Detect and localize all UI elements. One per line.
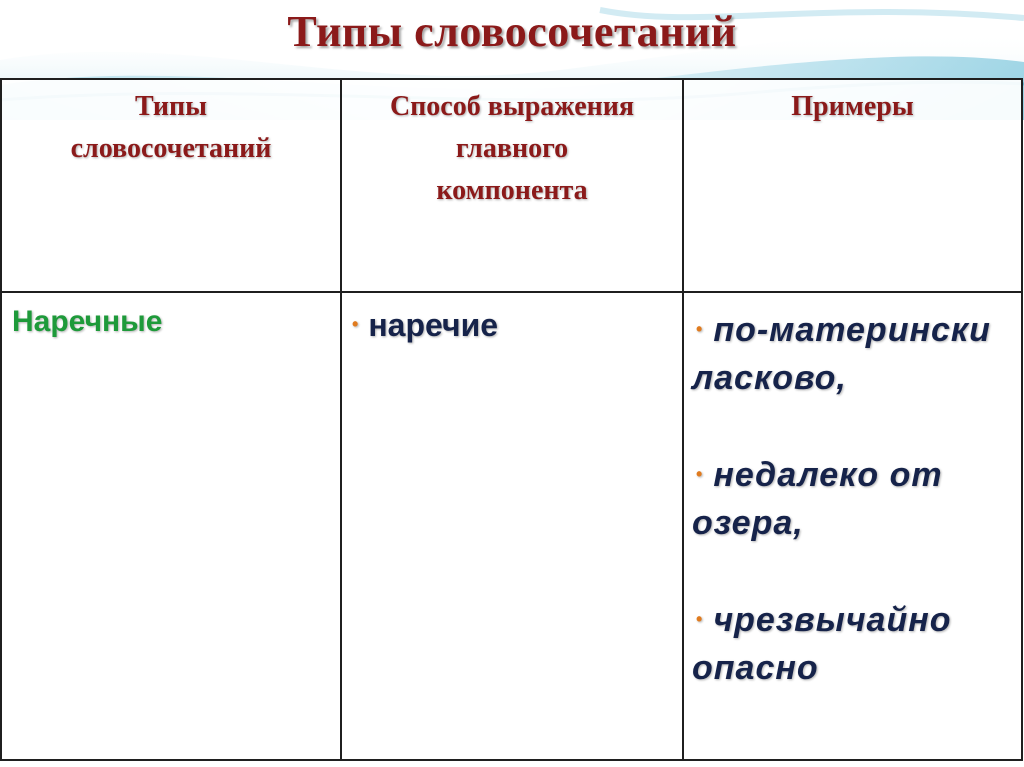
example-text: чрезвычайно опасно	[692, 601, 952, 687]
table-row	[1, 292, 1022, 760]
header-cell-method	[341, 79, 683, 292]
header-examples-label: Примеры	[791, 91, 914, 122]
bullet-icon: •	[696, 464, 704, 484]
example-text: недалеко от озера,	[692, 456, 943, 542]
header-method-label: Способ выражения главного компонента	[389, 91, 635, 206]
type-name: Наречные	[12, 305, 163, 338]
main-component-item	[342, 293, 682, 344]
examples-list	[684, 293, 1021, 692]
bullet-icon: •	[696, 319, 704, 339]
cell-main-component	[341, 292, 683, 760]
example-text: по-матерински ласково,	[692, 311, 991, 397]
slide-title: Типы словосочетаний	[287, 7, 737, 56]
main-component-text: наречие	[368, 307, 499, 343]
bullet-icon: •	[696, 609, 704, 629]
header-types-label: Типы словосочетаний	[70, 91, 272, 164]
cell-examples	[683, 292, 1022, 760]
word-combination-table	[0, 78, 1023, 761]
header-cell-types	[1, 79, 341, 292]
example-item	[692, 305, 1003, 402]
cell-type	[1, 292, 341, 760]
table-header-row	[1, 79, 1022, 292]
header-cell-examples	[683, 79, 1022, 292]
bullet-icon: •	[352, 314, 359, 334]
example-item	[692, 450, 1003, 547]
example-item	[692, 595, 1003, 692]
